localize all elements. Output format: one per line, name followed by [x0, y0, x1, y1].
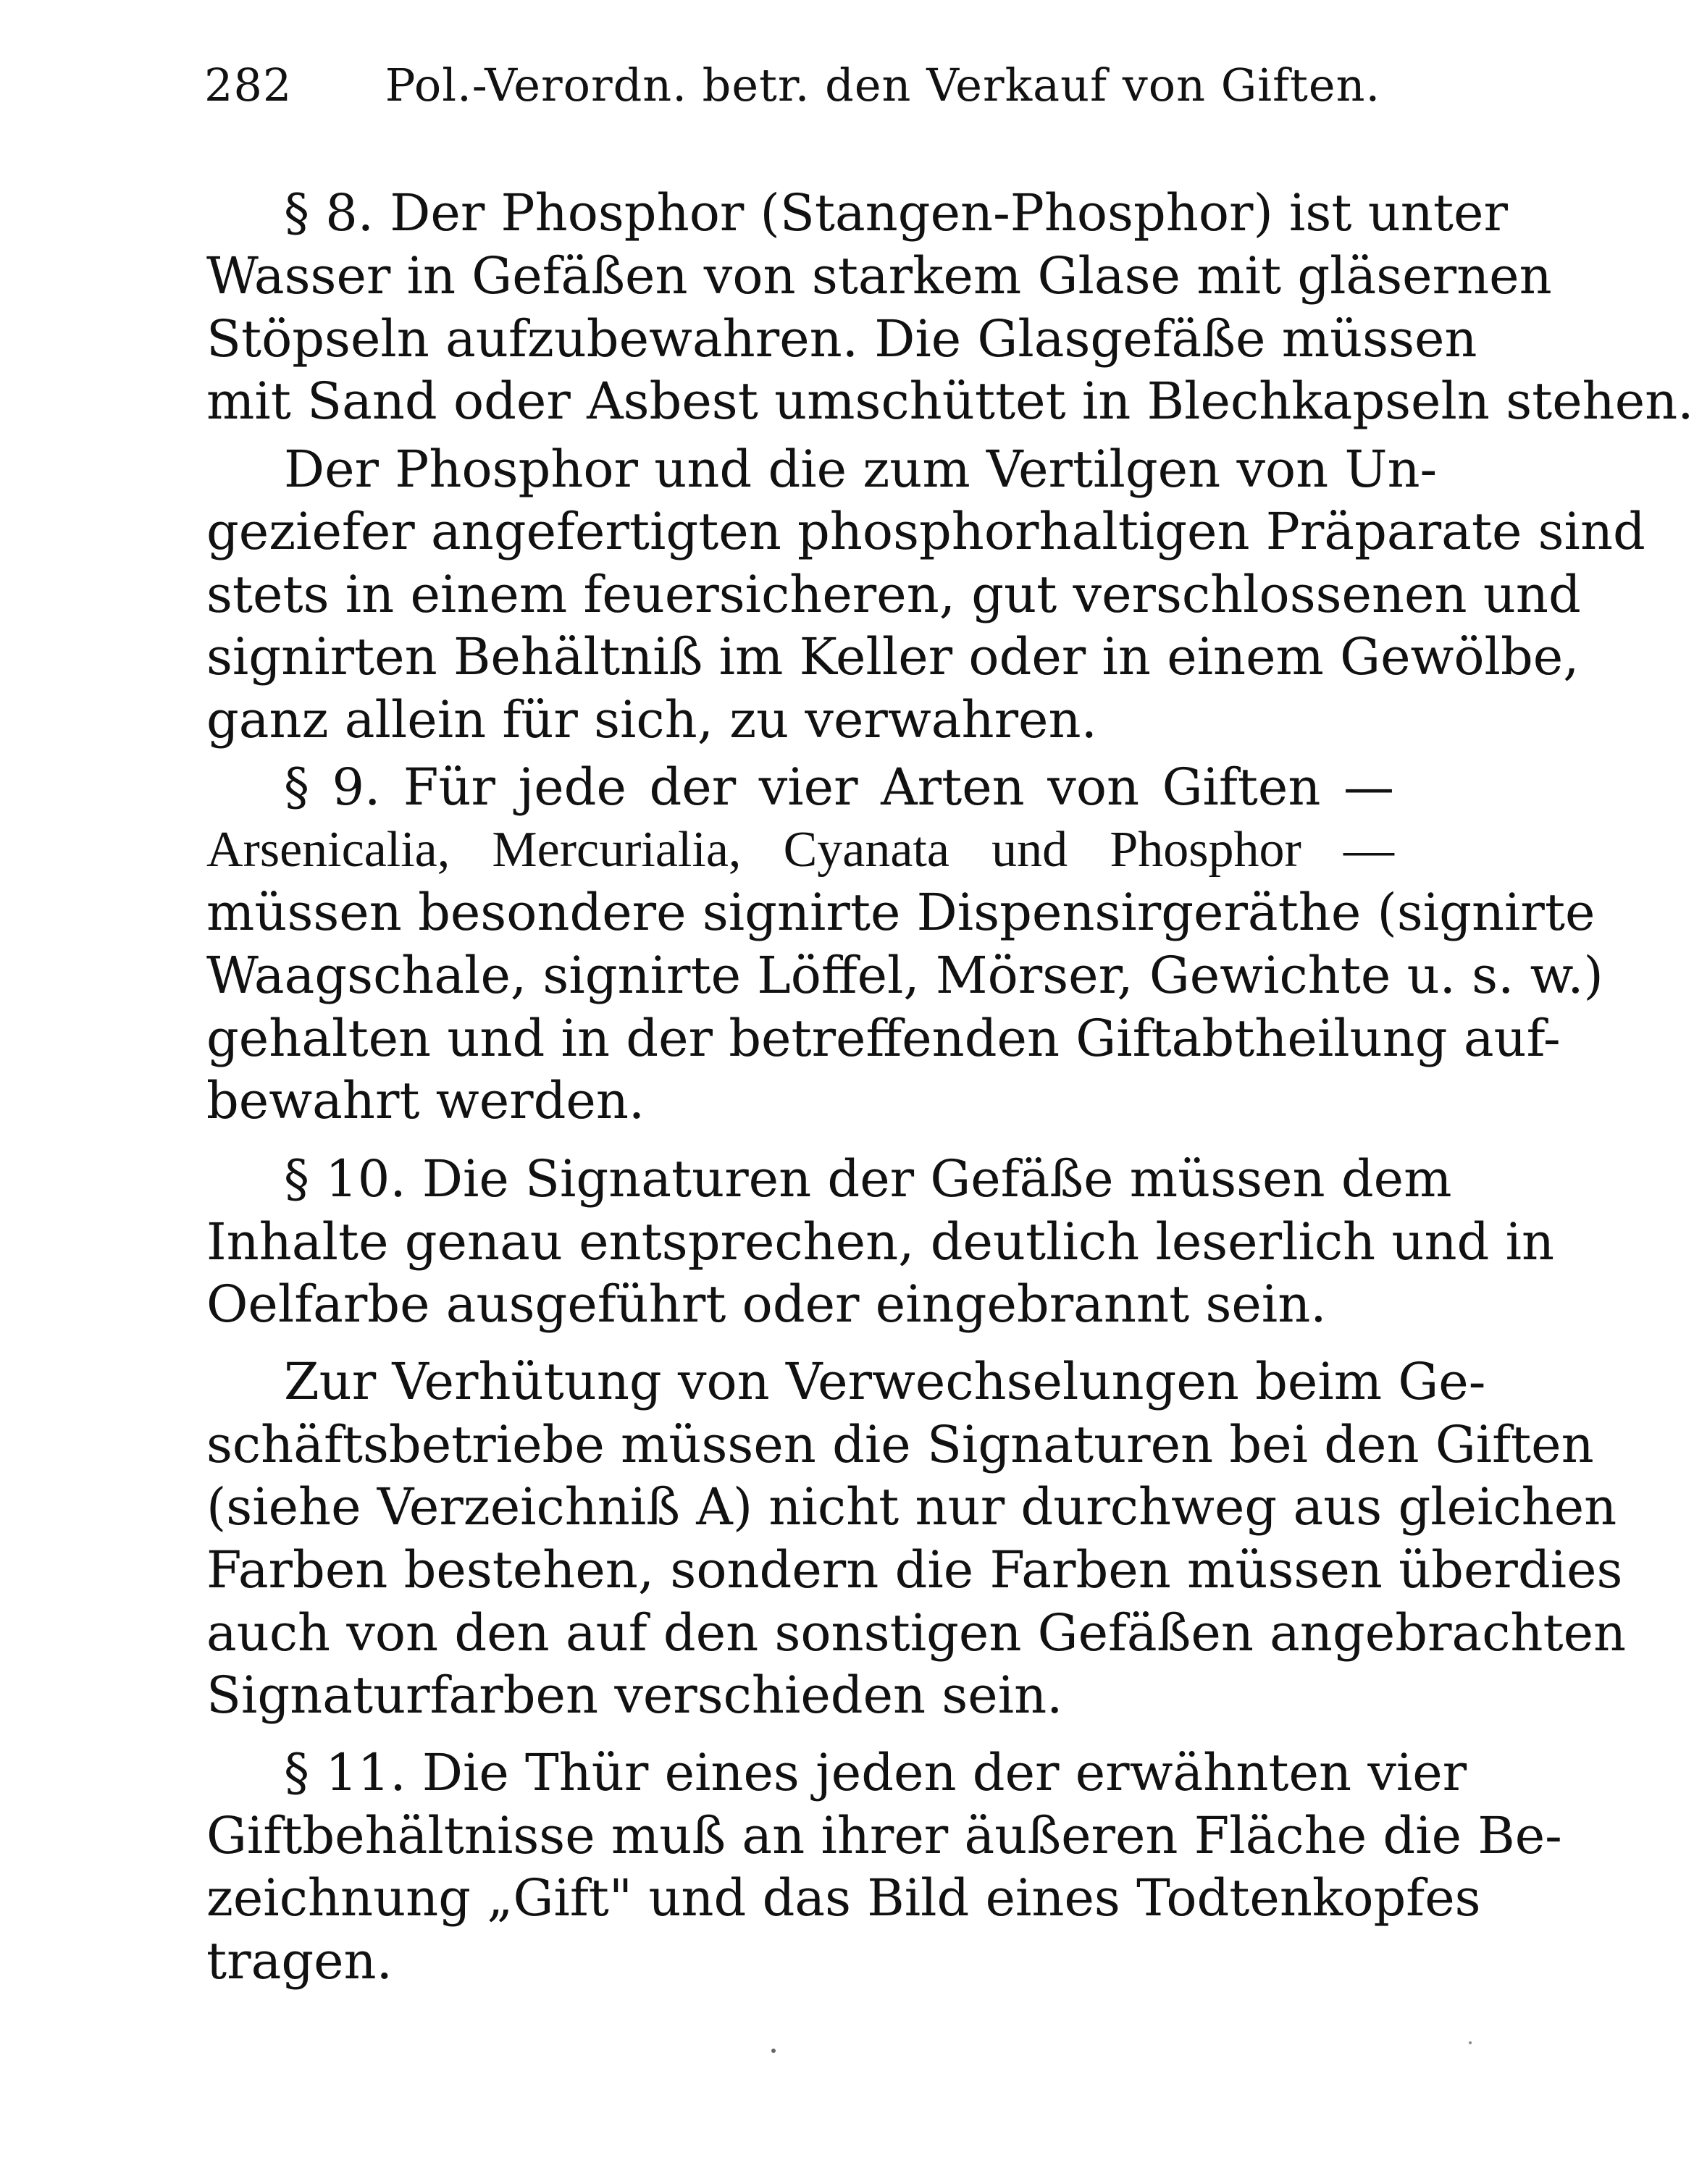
- text-line: müssen besondere signirte Dispensirgeräthe (signirte: [206, 883, 1596, 942]
- text-line: schäftsbetriebe müssen die Signaturen bei den Giften: [206, 1415, 1594, 1474]
- text-line: Oelfarbe ausgeführt oder eingebrannt sein.: [206, 1274, 1327, 1334]
- text-line: Arsenicalia, Mercurialia, Cyanata und Phosphor —: [206, 822, 1394, 878]
- text-line: § 10. Die Signaturen der Gefäße müssen dem: [284, 1149, 1452, 1209]
- page-number: 282: [204, 59, 293, 112]
- text-line: Zur Verhütung von Verwechselungen beim Ge-: [284, 1352, 1486, 1411]
- text-line: zeichnung „Gift" und das Bild eines Todtenkopfes: [206, 1868, 1481, 1928]
- running-head: Pol.-Verordn. betr. den Verkauf von Giften.: [385, 59, 1381, 112]
- text-line: Der Phosphor und die zum Vertilgen von Un-: [284, 440, 1438, 499]
- text-line: Waagschale, signirte Löffel, Mörser, Gewichte u. s. w.): [206, 946, 1603, 1005]
- text-line: mit Sand oder Asbest umschüttet in Blechkapseln stehen.: [206, 371, 1694, 431]
- text-line: tragen.: [206, 1931, 393, 1991]
- text-line: Farben bestehen, sondern die Farben müssen überdies: [206, 1540, 1623, 1600]
- text-line: § 8. Der Phosphor (Stangen-Phosphor) ist unter: [284, 183, 1508, 243]
- page-header: [204, 49, 1381, 122]
- text-line: Wasser in Gefäßen von starkem Glase mit gläsernen: [206, 246, 1552, 306]
- text-line: gehalten und in der betreffenden Giftabtheilung auf-: [206, 1009, 1561, 1068]
- text-line: geziefer angefertigten phosphorhaltigen Präparate sind: [206, 502, 1645, 561]
- text-line: signirten Behältniß im Keller oder in einem Gewölbe,: [206, 627, 1580, 686]
- text-line: Inhalte genau entsprechen, deutlich leserlich und in: [206, 1212, 1555, 1272]
- print-speck: [771, 2049, 776, 2053]
- text-line: Signaturfarben verschieden sein.: [206, 1666, 1063, 1725]
- text-line: § 11. Die Thür eines jeden der erwähnten vier: [284, 1743, 1467, 1802]
- print-speck: [1469, 2041, 1472, 2044]
- text-line: Stöpseln aufzubewahren. Die Glasgefäße müssen: [206, 309, 1477, 369]
- text-line: § 9. Für jede der vier Arten von Giften —: [284, 757, 1394, 817]
- text-line: Giftbehältnisse muß an ihrer äußeren Fläche die Be-: [206, 1806, 1562, 1865]
- text-line: bewahrt werden.: [206, 1071, 645, 1130]
- text-line: stets in einem feuersicheren, gut verschlossenen und: [206, 565, 1581, 624]
- text-line: ganz allein für sich, zu verwahren.: [206, 690, 1097, 749]
- text-line: (siehe Verzeichniß A) nicht nur durchweg aus gleichen: [206, 1477, 1617, 1537]
- text-line: auch von den auf den sonstigen Gefäßen angebrachten: [206, 1603, 1627, 1663]
